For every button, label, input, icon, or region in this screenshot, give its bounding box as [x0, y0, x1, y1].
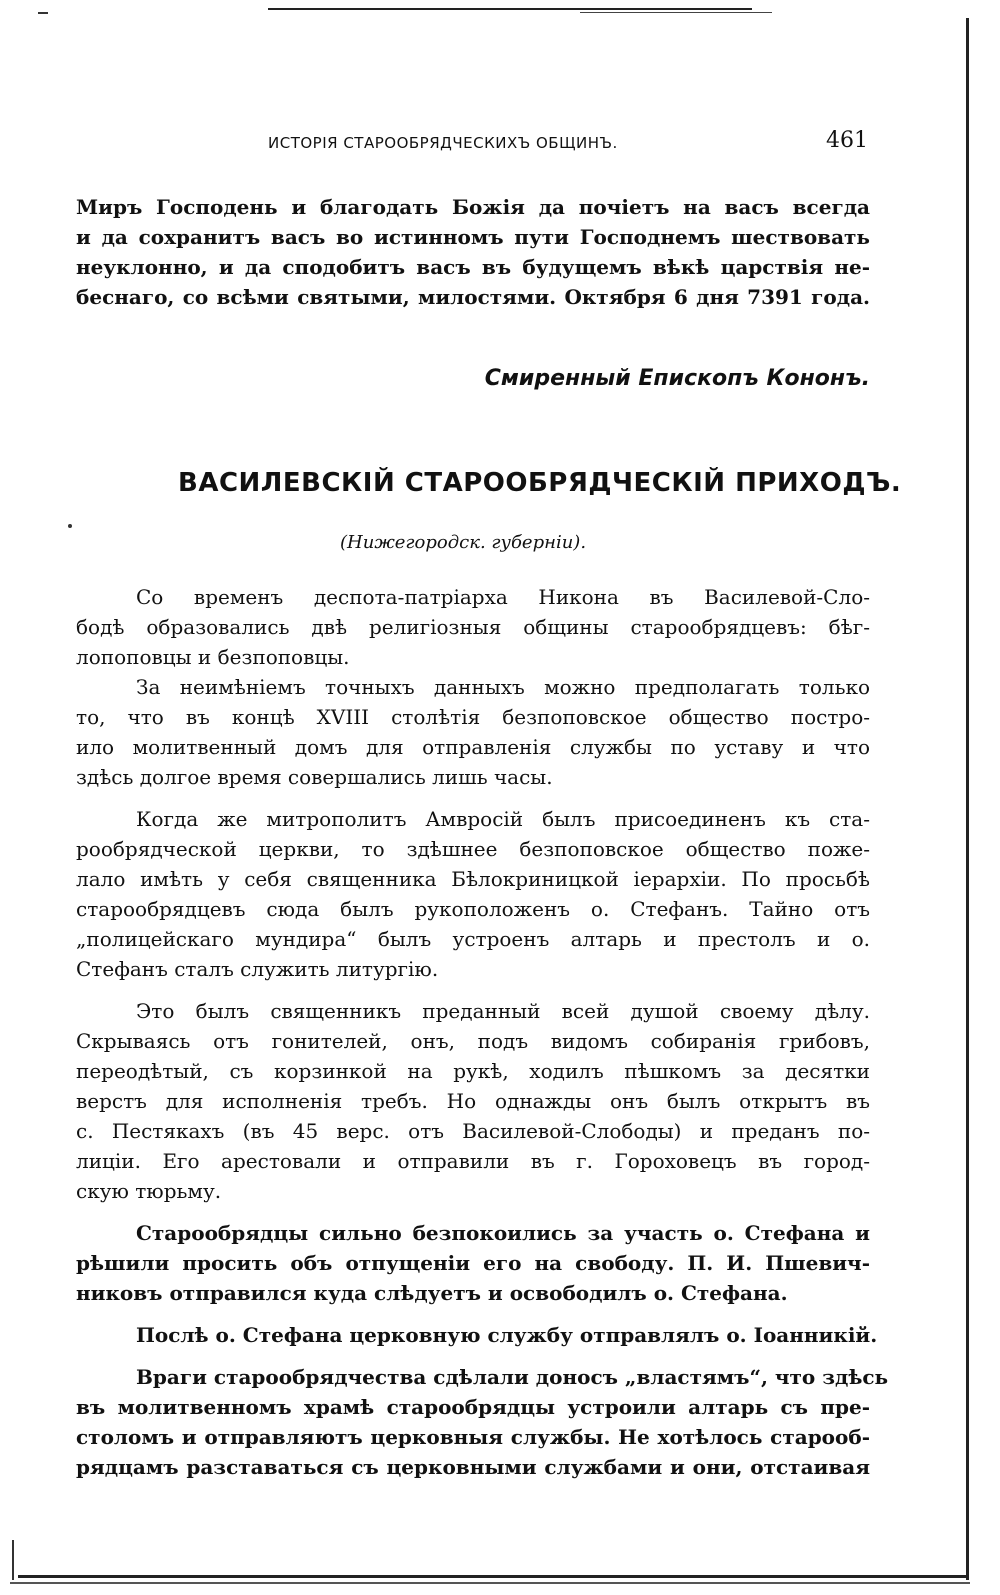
paragraph [76, 582, 870, 672]
scan-mark [38, 12, 48, 14]
paragraph [76, 1362, 889, 1482]
text-line: рядцамъ разставаться съ церковными службами и они, отстаивая [76, 1455, 870, 1479]
text-line: За неимѣніемъ точныхъ данныхъ можно предполагать только [136, 675, 870, 699]
text-line: Со временъ деспота-патріарха Никона въ Василевой-Сло- [136, 585, 870, 609]
page-number: 461 [826, 128, 868, 153]
section-title: ВАСИЛЕВСКІЙ СТАРООБРЯДЧЕСКІЙ ПРИХОДЪ. [178, 468, 902, 498]
text-line: верстъ для исполненія требъ. Но однажды онъ былъ открытъ въ [76, 1089, 870, 1113]
signature: Смиренный Епископъ Кононъ. [484, 366, 870, 391]
running-title: ИСТОРІЯ СТАРООБРЯДЧЕСКИХЪ ОБЩИНЪ. [268, 134, 618, 152]
text-line: старообрядцевъ сюда былъ рукоположенъ о. Стефанъ. Тайно отъ [76, 897, 870, 921]
article-body [76, 582, 889, 1482]
paragraph [76, 1218, 870, 1308]
text-line: Это былъ священникъ преданный всей душой своему дѣлу. [136, 999, 870, 1023]
text-line: и да сохранитъ васъ во истинномъ пути Господнемъ шествовать [76, 225, 870, 249]
text-line: Послѣ о. Стефана церковную службу отправлялъ о. Іоанникій. [136, 1323, 878, 1347]
text-line: лало имѣть у себя священника Бѣлокриницкой іерархіи. По просьбѣ [76, 867, 870, 891]
text-line: то, что въ концѣ XVIII столѣтія безпоповское общество постро- [76, 705, 870, 729]
section-subtitle: (Нижегородск. губерніи). [340, 532, 587, 553]
text-line: переодѣтый, съ корзинкой на рукѣ, ходилъ пѣшкомъ за десятки [76, 1059, 870, 1083]
text-line: здѣсь долгое время совершались лишь часы. [76, 765, 553, 789]
ink-speck [68, 524, 72, 528]
text-line: Старообрядцы сильно безпокоились за участь о. Стефана и [136, 1221, 870, 1245]
text-line: Враги старообрядчества сдѣлали доносъ „властямъ“, что здѣсь [136, 1365, 889, 1389]
text-line: беснаго, со всѣми святыми, милостями. Октября 6 дня 7391 года. [76, 285, 870, 309]
text-line: Миръ Господень и благодать Божія да почіетъ на васъ всегда [76, 195, 870, 219]
text-line: бодѣ образовались двѣ религіозныя общины старообрядцевъ: бѣг- [76, 615, 870, 639]
text-line: рообрядческой церкви, то здѣшнее безпоповское общество поже- [76, 837, 870, 861]
text-line: лиціи. Его арестовали и отправили въ г. Гороховецъ въ город- [76, 1149, 870, 1173]
top-rule [268, 8, 752, 10]
text-line: ило молитвенный домъ для отправленія службы по уставу и что [76, 735, 870, 759]
page-edge-bottom [18, 1575, 968, 1578]
paragraph [76, 672, 870, 792]
text-line: „полицейскаго мундира“ былъ устроенъ алтарь и престолъ и о. [76, 927, 870, 951]
page-edge-right [966, 18, 969, 1580]
page-edge-bottom-secondary [10, 1582, 970, 1584]
text-line: въ молитвенномъ храмѣ старообрядцы устроили алтарь съ пре- [76, 1395, 870, 1419]
text-line: неуклонно, и да сподобитъ васъ въ будущемъ вѣкѣ царствія не- [76, 255, 870, 279]
paragraph [76, 996, 870, 1206]
paragraph [76, 1320, 878, 1350]
text-line: Скрываясь отъ гонителей, онъ, подъ видомъ собиранія грибовъ, [76, 1029, 870, 1053]
page-edge-left [12, 1540, 14, 1580]
text-line: никовъ отправился куда слѣдуетъ и освободилъ о. Стефана. [76, 1281, 788, 1305]
text-line: столомъ и отправляютъ церковныя службы. Не хотѣлось старооб- [76, 1425, 870, 1449]
text-line: Стефанъ сталъ служить литургію. [76, 957, 439, 981]
paragraph [76, 804, 870, 984]
text-line: Когда же митрополитъ Амвросій былъ присоединенъ къ ста- [136, 807, 870, 831]
top-rule-secondary [580, 12, 772, 13]
closing-blessing [76, 192, 870, 312]
page-header [268, 130, 868, 160]
text-line: с. Пестякахъ (въ 45 верс. отъ Василевой-Слободы) и преданъ по- [76, 1119, 870, 1143]
text-line: скую тюрьму. [76, 1179, 222, 1203]
text-line: лопоповцы и безпоповцы. [76, 645, 350, 669]
text-line: рѣшили просить объ отпущеніи его на свободу. П. И. Пшевич- [76, 1251, 870, 1275]
